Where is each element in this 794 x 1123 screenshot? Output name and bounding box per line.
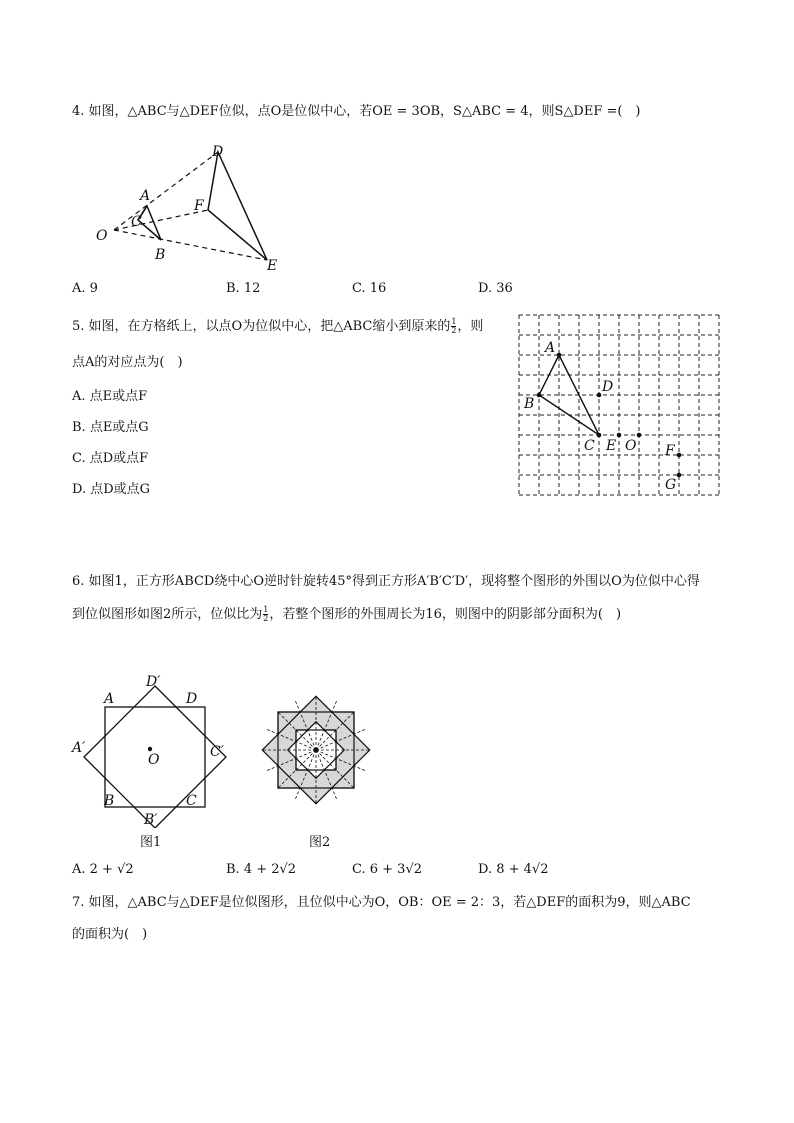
fig1-label-A: A — [104, 691, 115, 707]
grid-label-B: B — [524, 396, 535, 412]
fig1-label-C: C — [186, 793, 197, 809]
q4-option-b: B. 12 — [226, 281, 261, 296]
grid-label-D: D — [602, 379, 614, 395]
q6-frac-den: 2 — [263, 614, 269, 623]
q4-option-a: A. 9 — [72, 281, 98, 296]
fig1-label-C1: C′ — [210, 744, 224, 760]
q4-text: 4. 如图，△ABC与△DEF位似，点O是位似中心，若OE = 3OB，S△ABC = 4，则S△DEF =( ) — [72, 104, 641, 119]
fig1-label-D1: D′ — [146, 674, 161, 690]
q4-figure — [90, 140, 290, 275]
q5-text-line2: 点A的对应点为( ) — [72, 355, 183, 370]
q6-figure2 — [254, 688, 378, 812]
q4-option-d: D. 36 — [478, 281, 513, 296]
q6-text-before: 到位似图形如图2所示，位似比为 — [72, 607, 263, 622]
q7-text-line1: 7. 如图，△ABC与△DEF是位似图形，且位似中心为O，OB：OE = 2：3，若△DEF的面积为9，则△ABC — [72, 895, 691, 910]
label-D: D — [212, 144, 224, 160]
label-B: B — [155, 247, 166, 263]
q6-text-after: ，若整个图形的外围周长为16，则图中的阴影部分面积为( ) — [269, 607, 622, 622]
q6-frac-num: 1 — [263, 605, 269, 614]
q6-option-b: B. 4 + 2√2 — [226, 862, 297, 877]
grid-label-F: F — [665, 443, 675, 459]
q7-text-line2: 的面积为( ) — [72, 927, 148, 942]
label-O: O — [96, 228, 108, 244]
q5-text — [72, 318, 483, 336]
q5-text-after: ，则 — [457, 319, 484, 334]
fig2-caption: 图2 — [309, 835, 331, 850]
ray-OD — [114, 152, 218, 230]
q6-fraction — [263, 606, 268, 623]
ray-OE — [114, 230, 267, 260]
q4-option-c: C. 16 — [352, 281, 387, 296]
grid-label-E: E — [606, 438, 617, 454]
grid-label-G: G — [665, 477, 677, 493]
center-dot — [314, 748, 318, 752]
q5-fraction — [451, 318, 456, 335]
center-O — [148, 747, 152, 751]
label-C: C — [131, 214, 142, 230]
grid-label-A: A — [545, 340, 556, 356]
q6-option-d: D. 8 + 4√2 — [478, 862, 549, 877]
q5-frac-den: 2 — [451, 326, 457, 335]
q5-text-before: 5. 如图，在方格纸上，以点O为位似中心，把△ABC缩小到原来的 — [72, 319, 451, 334]
label-F: F — [194, 198, 204, 214]
grid-label-C: C — [584, 438, 595, 454]
fig1-label-A1: A′ — [72, 740, 86, 756]
fig1-caption: 图1 — [140, 835, 162, 850]
fig1-label-D: D — [186, 691, 198, 707]
fig1-label-B1: B′ — [144, 812, 158, 828]
fig1-label-B: B — [104, 793, 115, 809]
label-E: E — [267, 258, 278, 274]
triangle-DEF — [208, 152, 267, 260]
fig1-label-O: O — [148, 752, 160, 768]
q5-grid-figure — [518, 314, 722, 498]
label-A: A — [140, 188, 151, 204]
q6-option-c: C. 6 + 3√2 — [352, 862, 423, 877]
q5-frac-num: 1 — [451, 317, 457, 326]
q6-text-line1: 6. 如图1，正方形ABCD绕中心O逆时针旋转45°得到正方形A′B′C′D′，现将整个图形的外围以O为位似中心得 — [72, 574, 700, 589]
q5-option-d: D. 点D或点G — [72, 482, 151, 497]
q5-option-b: B. 点E或点G — [72, 420, 149, 435]
q6-text-line2 — [72, 606, 621, 624]
q5-option-c: C. 点D或点F — [72, 451, 149, 466]
q6-option-a: A. 2 + √2 — [72, 862, 134, 877]
q6-figure1 — [68, 668, 238, 828]
grid-label-O: O — [625, 438, 637, 454]
q5-option-a: A. 点E或点F — [72, 389, 148, 404]
